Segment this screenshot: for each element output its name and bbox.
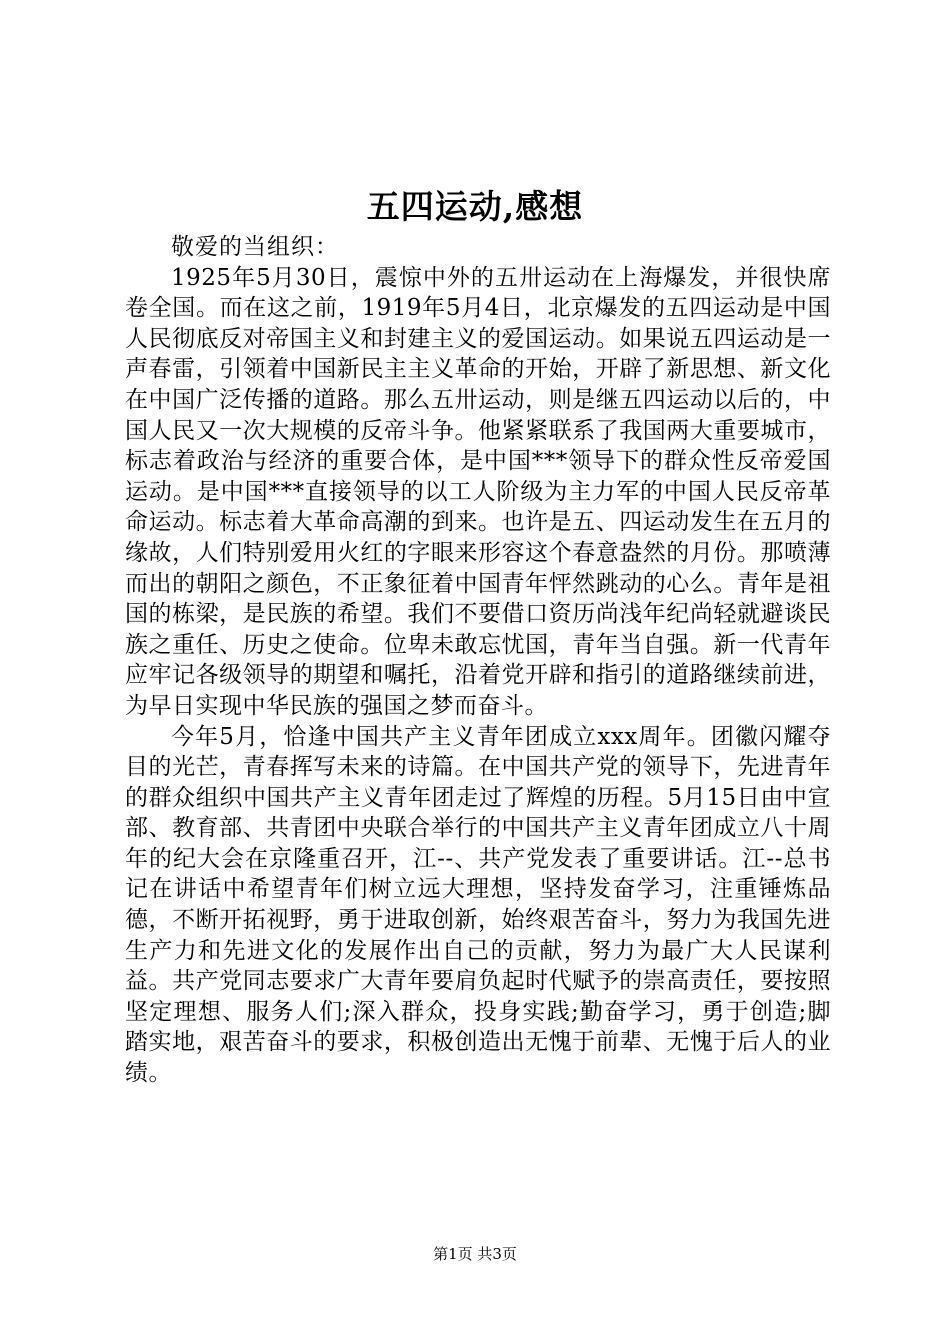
body-paragraph-2: 今年5月，恰逢中国共产主义青年团成立xxx周年。团徽闪耀夺目的光芒，青春挥写未来的诗篇。在中国共产党的领导下，先进青年的群众组织中国共产主义青年团走过了辉煌的历程。5月15日由中宣部、教育部、共青团中央联合举行的中国共产主义青年团成立八十周年的纪大会在京隆重召开，江--、共产党发表了重要讲话。江--总书记在讲话中希望青年们树立远大理想，坚持发奋学习，注重锤炼品德，不断开拓视野，勇于进取创新，始终艰苦奋斗，努力为我国先进生产力和先进文化的发展作出自己的贡献，努力为最广大人民谋利益。共产党同志要求广大青年要肩负起时代赋予的崇高责任，要按照坚定理想、服务人们;深入群众，投身实践;勤奋学习，勇于创造;脚踏实地，艰苦奋斗的要求，积极创造出无愧于前辈、无愧于后人的业绩。 xyxy=(125,723,831,1087)
page-number-footer: 第1页 共3页 xyxy=(433,1245,517,1263)
body-paragraph-1: 1925年5月30日，震惊中外的五卅运动在上海爆发，并很快席卷全国。而在这之前，1919年5月4日，北京爆发的五四运动是中国人民彻底反对帝国主义和封建主义的爱国运动。如果说五四运动是一声春雷，引领着中国新民主主义革命的开始，开辟了新思想、新文化在中国广泛传播的道路。那么五卅运动，则是继五四运动以后的，中国人民又一次大规模的反帝斗争。他紧紧联系了我国两大重要城市，标志着政治与经济的重要合体，是中国***领导下的群众性反帝爱国运动。是中国***直接领导的以工人阶级为主力军的中国人民反帝革命运动。标志着大革命高潮的到来。也许是五、四运动发生在五月的缘故，人们特别爱用火红的字眼来形容这个春意盎然的月份。那喷薄而出的朝阳之颜色，不正象征着中国青年怦然跳动的心么。青年是祖国的栋梁，是民族的希望。我们不要借口资历尚浅年纪尚轻就避谈民族之重任、历史之使命。位卑未敢忘忧国，青年当自强。新一代青年应牢记各级领导的期望和嘱托，沿着党开辟和指引的道路继续前进，为早日实现中华民族的强国之梦而奋斗。 xyxy=(125,264,831,719)
document-body xyxy=(125,232,831,1089)
document-title: 五四运动,感想 xyxy=(366,187,584,226)
salutation-paragraph: 敬爱的当组织： xyxy=(171,234,339,260)
